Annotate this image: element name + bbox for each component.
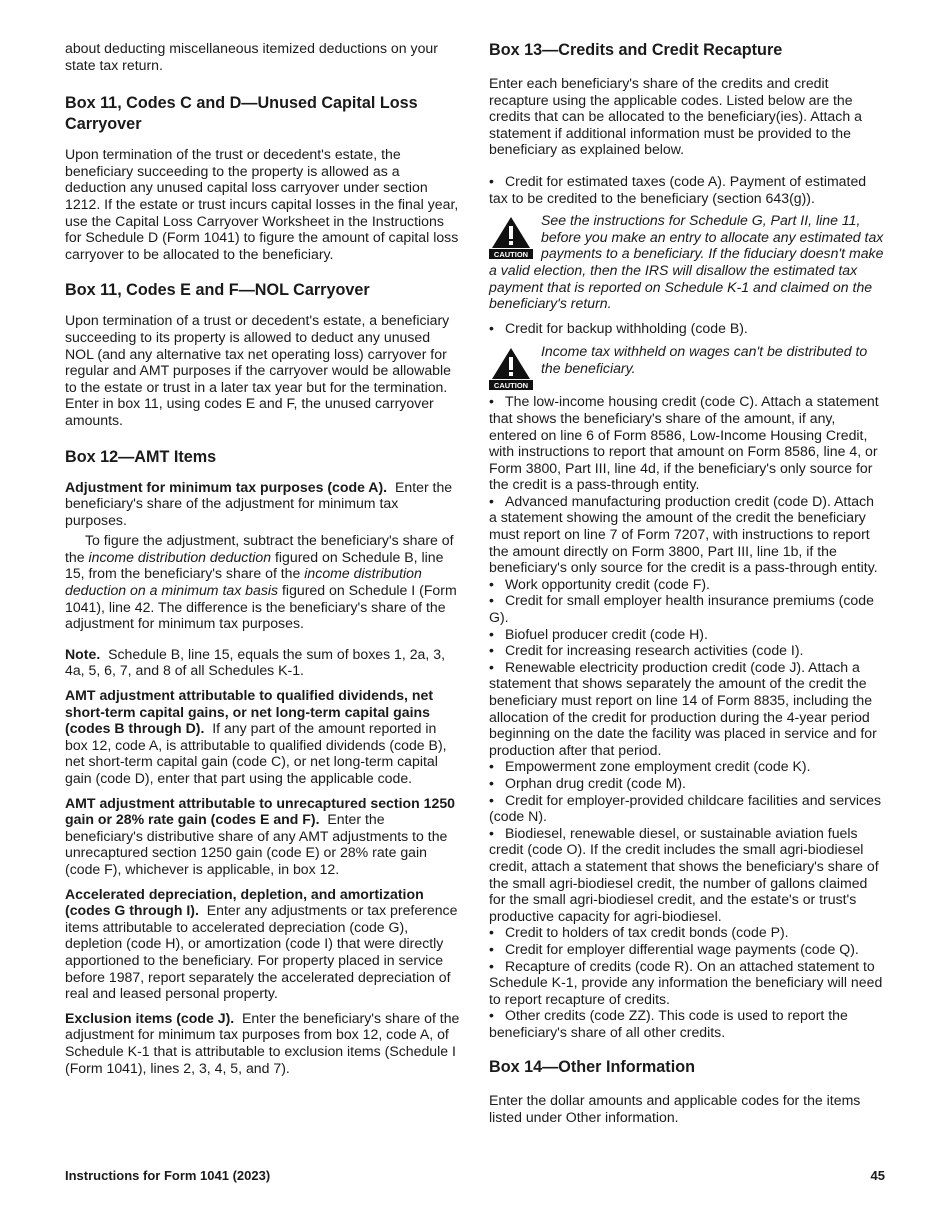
note-paragraph: Note. Schedule B, line 15, equals the sum of boxes 1, 2a, 3, 4a, 5, 6, 7, and 8 of all Schedules K-1. bbox=[65, 645, 445, 679]
box14-heading: Box 14—Other Information bbox=[489, 1058, 695, 1077]
caution-icon bbox=[489, 215, 533, 259]
list-item: • Other credits (code ZZ). This code is used to report the beneficiary's share of all other credits. bbox=[489, 1007, 885, 1040]
credit-item-b: • Credit for backup withholding (code B). bbox=[489, 320, 885, 337]
box13-intro: Enter each beneficiary's share of the credits and credit recapture using the applicable codes. Listed below are the credits that can be allocated to the beneficiary(ies). Attach a statement if additional information must be provided to the beneficiary as explained below. bbox=[489, 75, 862, 158]
list-item: • Orphan drug credit (code M). bbox=[489, 775, 885, 792]
note-label: Note. bbox=[65, 645, 101, 662]
box13-heading: Box 13—Credits and Credit Recapture bbox=[489, 41, 783, 59]
list-item: • Credit for employer-provided childcare facilities and services (code N). bbox=[489, 792, 885, 825]
list-item: • Biodiesel, renewable diesel, or sustainable aviation fuels credit (code O). If the credit includes the small agri-biodiesel credit, attach a statement that shows the beneficiary's share of the small agri-biodiesel credit, the number of gallons claimed for the small agri-biodiesel credit, and the estate's or trust's productive capacity for agri-biodiesel. bbox=[489, 825, 885, 925]
box11ef-heading: Box 11, Codes E and F—NOL Carryover bbox=[65, 281, 370, 300]
box14-body: Enter the dollar amounts and applicable codes for the items listed under Other information. bbox=[489, 1092, 861, 1126]
section-1250-paragraph: AMT adjustment attributable to unrecaptured section 1250 gain or 28% rate gain (codes E and F). Enter the beneficiary's distributive share of any AMT adjustments to the unrecaptured section 1250 gain (code E) or 28% rate gain (code F), whichever is applicable, in box 12. bbox=[65, 794, 455, 877]
qualified-dividends-paragraph: AMT adjustment attributable to qualified dividends, net short-term capital gains, or net long-term capital gains (codes B through D). If any part of the amount reported in box 12, code A, is attributable to qualified dividends (code B), net short-term capital gain (code C), or net long-term capital gain (code D), enter that part using the applicable code. bbox=[65, 687, 447, 786]
left-column bbox=[65, 40, 462, 1076]
box12-heading: Box 12—AMT Items bbox=[65, 447, 217, 466]
right-column bbox=[489, 40, 885, 1126]
list-item: • Work opportunity credit (code F). bbox=[489, 576, 885, 593]
adjustment-paragraph bbox=[65, 479, 462, 529]
list-item: • Credit for increasing research activities (code I). bbox=[489, 642, 885, 659]
list-item: • Empowerment zone employment credit (code K). bbox=[489, 758, 885, 775]
exclusion-items-paragraph: Exclusion items (code J). Enter the beneficiary's share of the adjustment for minimum tax purposes from box 12, code A, of Schedule K-1 that is attributable to exclusion items (Schedule I (Form 1041), lines 2, 3, 4, 5, and 7). bbox=[65, 1009, 460, 1076]
box11ef-body: Upon termination of a trust or decedent's estate, a beneficiary succeeding to its property is allowed to deduct any unused NOL (and any alternative tax net operating loss) carryover for regular and AMT purposes if the carryover would be allowable to the estate or trust in a later tax year but for the termination. Enter in box 11, using codes E and F, the unused carryover amounts. bbox=[65, 312, 451, 428]
depreciation-paragraph: Accelerated depreciation, depletion, and amortization (codes G through I). Enter any adjustments or tax preference items attributable to accelerated depreciation (code G), depletion (code H), or amortization (code I) that were directly apportioned to the beneficiary. For property placed in service before 1987, report separately the accelerated depreciation of real and leased personal property. bbox=[65, 885, 458, 1002]
box11cd-heading: Box 11, Codes C and D—Unused Capital Loss Carryover bbox=[65, 94, 418, 134]
list-item: • Credit to holders of tax credit bonds (code P). bbox=[489, 924, 885, 941]
caution-label: CAUTION bbox=[493, 381, 529, 391]
intro-paragraph: about deducting miscellaneous itemized deductions on your state tax return. bbox=[65, 40, 438, 73]
list-item: • The low-income housing credit (code C). Attach a statement that shows the beneficiary's share of the amount, if any, entered on line 6 of Form 8586, Low-Income Housing Credit, with instructions to report that amount on Form 8586, line 4, or Form 3800, Part III, line 4d, if the beneficiary's only source for the credit is a pass-through entity. bbox=[489, 393, 885, 493]
footer-title: Instructions for Form 1041 (2023) bbox=[65, 1168, 271, 1183]
list-item: • Recapture of credits (code R). On an attached statement to Schedule K-1, provide any information the beneficiary will need to report recapture of credits. bbox=[489, 958, 885, 1008]
list-item: • Credit for small employer health insurance premiums (code G). bbox=[489, 592, 885, 625]
adjustment-body: Enter the beneficiary's share of the adjustment for minimum tax purposes. bbox=[65, 478, 453, 528]
credit-item-a: • Credit for estimated taxes (code A). Payment of estimated tax to be credited to the beneficiary (section 643(g)). bbox=[489, 173, 885, 206]
list-item: • Credit for employer differential wage payments (code Q). bbox=[489, 941, 885, 958]
caution-icon bbox=[489, 346, 533, 390]
credit-list bbox=[489, 390, 885, 1040]
figure-adjustment-paragraph: To figure the adjustment, subtract the beneficiary's share of the income distribution deduction figured on Schedule B, line 15, from the beneficiary's share of the income distribution deduction on a minimum tax basis figured on Schedule I (Form 1041), line 42. The difference is the beneficiary's share of the adjustment for minimum tax purposes. bbox=[65, 532, 457, 632]
list-item: • Biofuel producer credit (code H). bbox=[489, 626, 885, 643]
caution-note-2: CAUTION Income tax withheld on wages can't be distributed to the beneficiary. bbox=[489, 343, 885, 376]
adjustment-title: Adjustment for minimum tax purposes (code A). bbox=[65, 478, 388, 495]
box11cd-body: Upon termination of the trust or decedent's estate, the beneficiary succeeding to the property is allowed as a deduction any unused capital loss carryover under section 1212. If the estate or trust incurs capital losses in the final year, use the Capital Loss Carryover Worksheet in the Instructions for Schedule D (Form 1041) to figure the amount of capital loss carryover to be allocated to the beneficiary. bbox=[65, 146, 459, 262]
list-item: • Advanced manufacturing production credit (code D). Attach a statement showing the amount of the credit the beneficiary must report on line 7 of Form 7207, with instructions to report the amount directly on Form 3800, Part III, line 1b, if the beneficiary's only source for the credit is a pass-through entity. bbox=[489, 493, 885, 576]
caution-note-1: CAUTION See the instructions for Schedule G, Part II, line 11, before you make an entry to allocate any estimated tax payments to a beneficiary. If the fiduciary doesn't make a valid election, then the IRS will disallow the estimated tax payment that is reported on Schedule K-1 and claimed on the beneficiary's return. bbox=[489, 212, 884, 312]
caution-label: CAUTION bbox=[493, 250, 529, 260]
list-item: • Renewable electricity production credit (code J). Attach a statement that shows separately the amount of the credit the beneficiary must report on line 14 of Form 8835, including the allocation of the credit for production during the 4-year period beginning on the date the facility was placed in service and for production after that period. bbox=[489, 659, 885, 759]
page-number: 45 bbox=[870, 1168, 885, 1183]
